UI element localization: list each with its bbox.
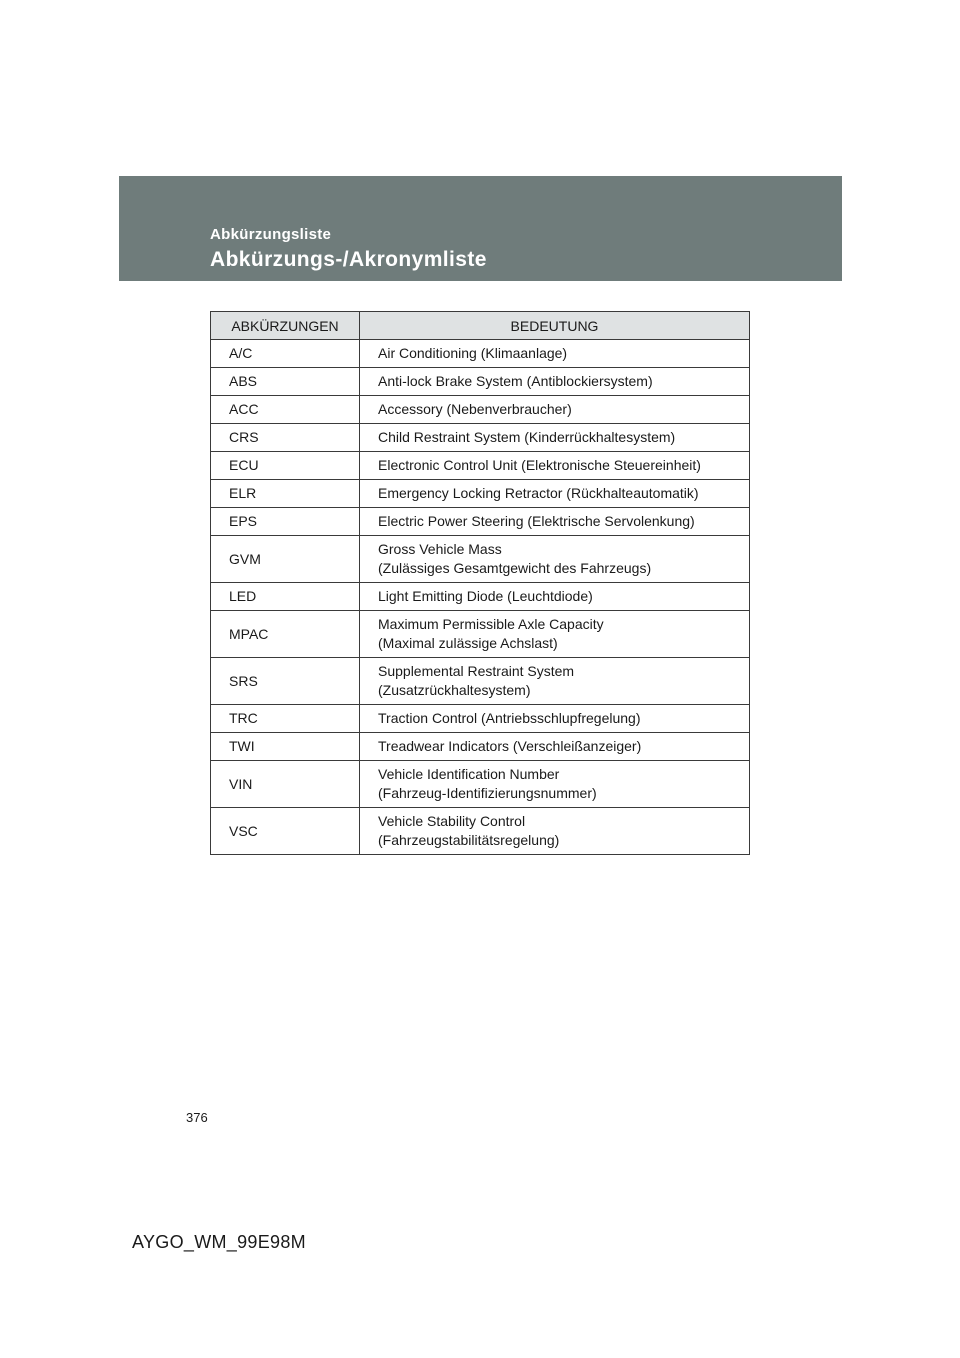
meaning-line: Gross Vehicle Mass bbox=[378, 541, 502, 557]
abbreviation-cell: ABS bbox=[211, 368, 360, 396]
abbreviation-cell: TWI bbox=[211, 733, 360, 761]
meaning-cell bbox=[360, 611, 750, 658]
meaning-line: Air Conditioning (Klimaanlage) bbox=[378, 345, 568, 361]
table-row bbox=[211, 761, 750, 808]
abbreviation-cell: VIN bbox=[211, 761, 360, 808]
table-row bbox=[211, 396, 750, 424]
meaning-cell bbox=[360, 480, 750, 508]
meaning-cell bbox=[360, 705, 750, 733]
abbreviation-cell: ACC bbox=[211, 396, 360, 424]
abbreviation-cell: ELR bbox=[211, 480, 360, 508]
meaning-line: (Zusatzrückhaltesystem) bbox=[378, 682, 531, 698]
meaning-line: (Fahrzeugstabilitätsregelung) bbox=[378, 832, 560, 848]
meaning-cell bbox=[360, 583, 750, 611]
table-header-row bbox=[211, 312, 750, 340]
page-number: 376 bbox=[186, 1110, 208, 1125]
table-row bbox=[211, 705, 750, 733]
page-title: Abkürzungs-/Akronymliste bbox=[210, 248, 487, 271]
meaning-line: Vehicle Stability Control bbox=[378, 813, 526, 829]
meaning-cell bbox=[360, 396, 750, 424]
table-row bbox=[211, 340, 750, 368]
table-row bbox=[211, 611, 750, 658]
abbreviation-cell: EPS bbox=[211, 508, 360, 536]
document-code: AYGO_WM_99E98M bbox=[132, 1232, 306, 1252]
meaning-cell bbox=[360, 424, 750, 452]
meaning-line: Light Emitting Diode (Leuchtdiode) bbox=[378, 588, 593, 604]
meaning-line: Electric Power Steering (Elektrische Servolenkung) bbox=[378, 513, 695, 529]
abbreviation-cell: MPAC bbox=[211, 611, 360, 658]
abbreviation-cell: TRC bbox=[211, 705, 360, 733]
meaning-cell bbox=[360, 658, 750, 705]
abbreviation-cell: CRS bbox=[211, 424, 360, 452]
meaning-cell bbox=[360, 733, 750, 761]
abbreviation-table bbox=[210, 311, 750, 855]
meaning-cell bbox=[360, 536, 750, 583]
abbreviation-cell: SRS bbox=[211, 658, 360, 705]
table-row bbox=[211, 452, 750, 480]
meaning-line: Treadwear Indicators (Verschleißanzeiger) bbox=[378, 738, 642, 754]
meaning-cell bbox=[360, 808, 750, 855]
meaning-line: (Fahrzeug-Identifizierungsnummer) bbox=[378, 785, 597, 801]
section-label: Abkürzungsliste bbox=[210, 226, 332, 243]
table-row bbox=[211, 424, 750, 452]
abbreviation-cell: A/C bbox=[211, 340, 360, 368]
column-header-abbreviations: ABKÜRZUNGEN bbox=[211, 312, 360, 340]
meaning-cell bbox=[360, 508, 750, 536]
table-row bbox=[211, 480, 750, 508]
meaning-line: Traction Control (Antriebsschlupfregelung) bbox=[378, 710, 641, 726]
abbreviation-cell: LED bbox=[211, 583, 360, 611]
table-row bbox=[211, 583, 750, 611]
meaning-line: Supplemental Restraint System bbox=[378, 663, 575, 679]
table-body bbox=[211, 340, 750, 855]
meaning-line: (Zulässiges Gesamtgewicht des Fahrzeugs) bbox=[378, 560, 652, 576]
table-row bbox=[211, 508, 750, 536]
meaning-cell bbox=[360, 452, 750, 480]
meaning-line: Vehicle Identification Number bbox=[378, 766, 560, 782]
meaning-cell bbox=[360, 340, 750, 368]
meaning-line: Emergency Locking Retractor (Rückhalteautomatik) bbox=[378, 485, 699, 501]
table-row bbox=[211, 368, 750, 396]
abbreviation-cell: VSC bbox=[211, 808, 360, 855]
table-row bbox=[211, 808, 750, 855]
meaning-line: Maximum Permissible Axle Capacity bbox=[378, 616, 604, 632]
table-row bbox=[211, 733, 750, 761]
abbreviation-cell: GVM bbox=[211, 536, 360, 583]
meaning-line: Anti-lock Brake System (Antiblockiersystem) bbox=[378, 373, 653, 389]
table-row bbox=[211, 536, 750, 583]
meaning-cell bbox=[360, 761, 750, 808]
abbreviation-cell: ECU bbox=[211, 452, 360, 480]
column-header-meaning: BEDEUTUNG bbox=[360, 312, 750, 340]
meaning-line: Child Restraint System (Kinderrückhaltesystem) bbox=[378, 429, 676, 445]
table-row bbox=[211, 658, 750, 705]
meaning-line: Accessory (Nebenverbraucher) bbox=[378, 401, 572, 417]
header-band bbox=[119, 176, 842, 281]
meaning-cell bbox=[360, 368, 750, 396]
meaning-line: (Maximal zulässige Achslast) bbox=[378, 635, 558, 651]
meaning-line: Electronic Control Unit (Elektronische Steuereinheit) bbox=[378, 457, 701, 473]
